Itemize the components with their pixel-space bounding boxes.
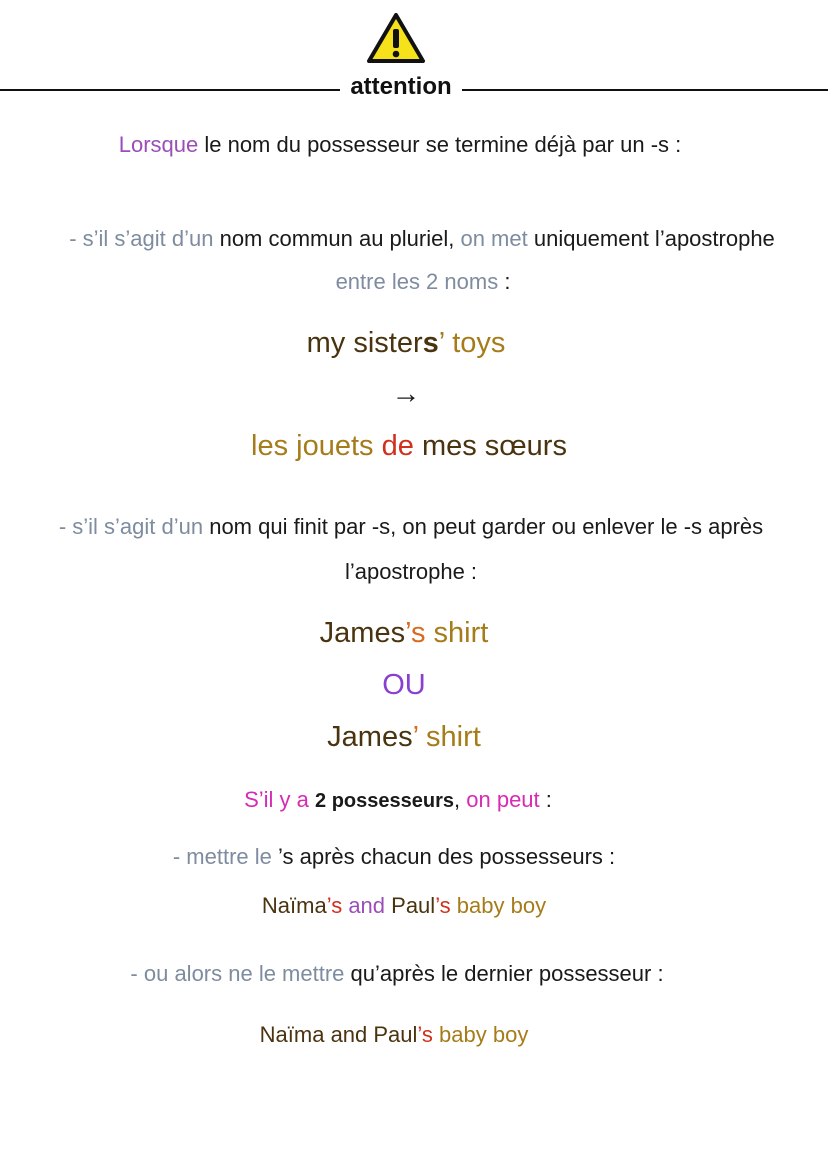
example-shirt-2: shirt: [417, 721, 481, 753]
ex1-paul: Paul: [391, 893, 436, 918]
heading-comma: ,: [454, 787, 467, 812]
case1-prefix: - s’il s’agit d’un: [69, 226, 214, 251]
case1-line2: [9, 269, 828, 295]
option2-rest: qu’après le dernier possesseur :: [344, 961, 664, 986]
heading-colon: :: [539, 787, 552, 812]
ex1-s2: ’s: [435, 893, 451, 918]
intro-line: [0, 132, 814, 158]
example-james-2: James: [327, 721, 413, 753]
heading-onpeut: on peut: [466, 787, 540, 812]
case2-example2: [0, 721, 818, 754]
example-toys: ’ toys: [438, 327, 506, 359]
ex1-baby-boy: baby boy: [450, 893, 547, 918]
option1-prefix: - mettre le: [172, 844, 272, 869]
ex1-naima: Naïma: [261, 893, 327, 918]
intro-text: le nom du possesseur se termine déjà par un -s :: [198, 132, 682, 157]
ex2-s: ’s: [417, 1022, 433, 1047]
case2-line1: [0, 514, 825, 540]
example-apostrophe-s: ’s: [405, 617, 426, 649]
case2-example1: [0, 617, 818, 650]
example-shirt: shirt: [425, 617, 489, 649]
warning-triangle-icon: [366, 12, 426, 64]
option1-line: [0, 844, 808, 870]
heading-sil: S’il y a: [244, 787, 316, 812]
or-label: OU: [382, 669, 426, 701]
header-rule-left: [0, 89, 340, 91]
case2-rest: nom qui finit par -s, on peut garder ou enlever le -s après: [203, 514, 764, 539]
example-sister: my sister: [306, 327, 423, 359]
arrow-right-icon: →: [391, 378, 421, 410]
case1-rest: uniquement l’apostrophe: [527, 226, 775, 251]
option1-rest: ’s après chacun des possesseurs :: [271, 844, 616, 869]
option1-example: [0, 893, 818, 919]
case2-prefix: - s’il s’agit d’un: [58, 514, 204, 539]
option2-line: [0, 961, 811, 987]
translation-jouets: les jouets: [251, 430, 382, 462]
case1-mid: nom commun au pluriel,: [213, 226, 461, 251]
section-title: attention: [350, 73, 452, 100]
option2-example: [0, 1022, 808, 1048]
case1-example: [0, 327, 820, 360]
case1-onmet: on met: [460, 226, 528, 251]
ex2-names: Naïma and Paul: [259, 1022, 418, 1047]
heading-bold: 2 possesseurs: [315, 790, 455, 812]
option2-prefix: - ou alors ne le mettre: [130, 961, 345, 986]
case1-between: entre les 2 noms: [335, 269, 499, 294]
translation-soeurs: mes sœurs: [413, 430, 567, 462]
ex2-baby-boy: baby boy: [432, 1022, 529, 1047]
example-apostrophe: ’: [412, 721, 418, 753]
case2-line2: l’apostrophe :: [344, 559, 478, 584]
two-owners-heading: [0, 787, 812, 813]
translation-de: de: [381, 430, 414, 462]
example-james: James: [319, 617, 406, 649]
ex1-and: and: [342, 893, 392, 918]
intro-keyword: Lorsque: [118, 132, 199, 157]
case1-colon: :: [498, 269, 511, 294]
case1-translation: [0, 430, 823, 463]
ex1-s1: ’s: [326, 893, 343, 918]
header-rule-right: [462, 89, 828, 91]
example-plural-s: s: [422, 327, 439, 359]
case1-line1: [8, 226, 828, 252]
